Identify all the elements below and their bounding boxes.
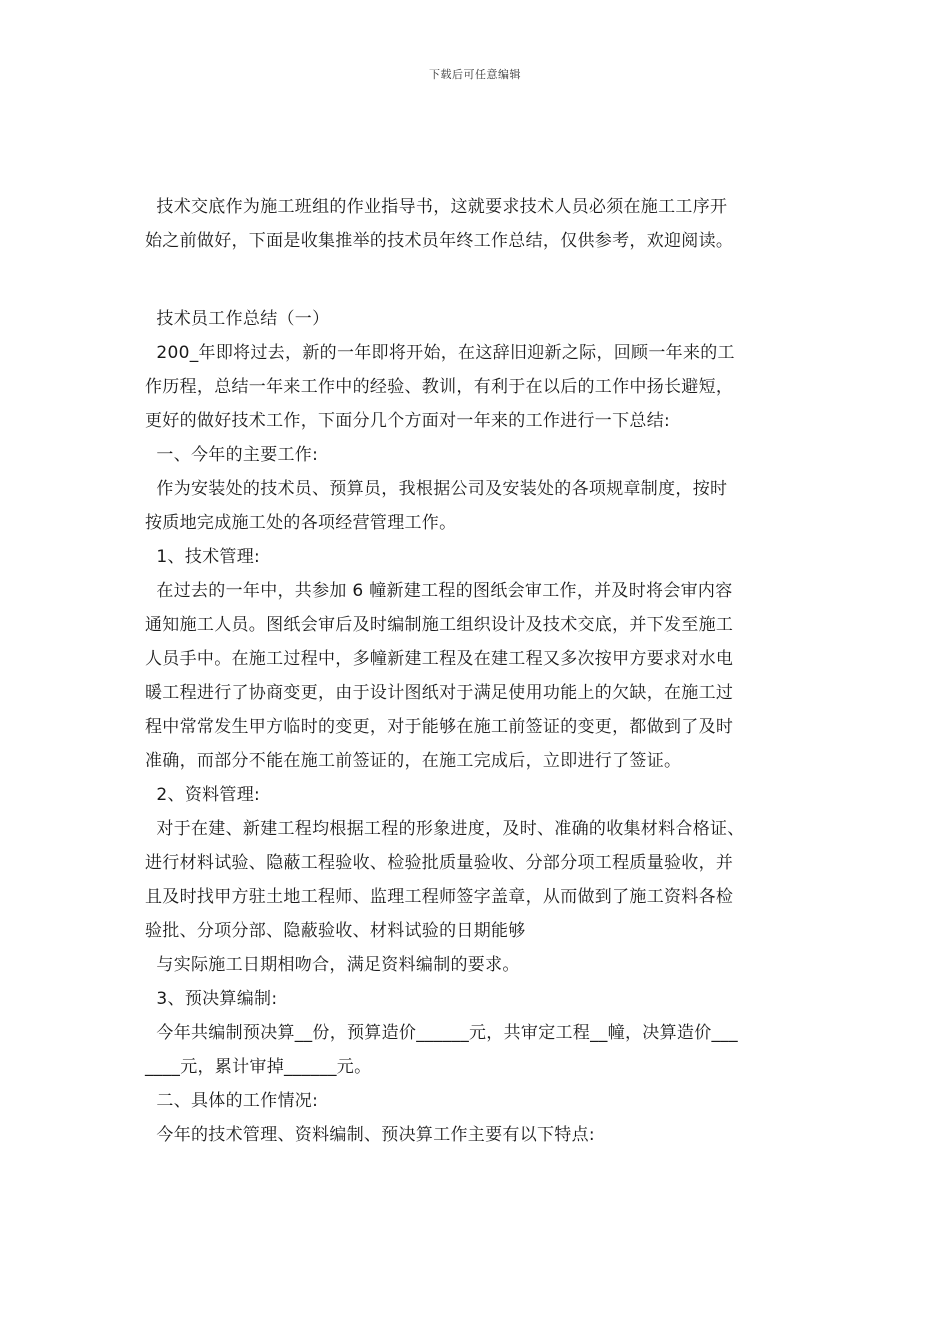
body-line: 今年共编制预决算__份，预算造价______元，共审定工程__幢，决算造价___ — [145, 1023, 738, 1043]
body-line: 人员手中。在施工过程中，多幢新建工程及在建工程又多次按甲方要求对水电 — [145, 649, 734, 669]
body-line: 一、今年的主要工作: — [145, 445, 319, 465]
body-line: ____元，累计审掉______元。 — [145, 1057, 372, 1077]
body-line: 准确，而部分不能在施工前签证的，在施工完成后，立即进行了签证。 — [145, 751, 682, 771]
body-line: 通知施工人员。图纸会审后及时编制施工组织设计及技术交底，并下发至施工 — [145, 615, 734, 635]
body-line: 作历程，总结一年来工作中的经验、教训，有利于在以后的工作中扬长避短， — [145, 377, 734, 397]
body-line: 程中常常发生甲方临时的变更，对于能够在施工前签证的变更，都做到了及时 — [145, 717, 734, 737]
body-line: 且及时找甲方驻土地工程师、监理工程师签字盖章，从而做到了施工资料各检 — [145, 887, 734, 907]
body-line: 二、具体的工作情况: — [145, 1091, 319, 1111]
body-line: 2、资料管理: — [145, 785, 261, 805]
document-body — [145, 190, 825, 1152]
body-line: 与实际施工日期相吻合，满足资料编制的要求。 — [145, 955, 520, 975]
body-paragraphs — [145, 336, 825, 1152]
body-line: 200_年即将过去，新的一年即将开始，在这辞旧迎新之际，回顾一年来的工 — [145, 343, 735, 363]
body-line: 更好的做好技术工作，下面分几个方面对一年来的工作进行一下总结: — [145, 411, 671, 431]
body-line: 对于在建、新建工程均根据工程的形象进度，及时、准确的收集材料合格证、 — [145, 819, 745, 839]
spacer — [145, 258, 825, 302]
body-line: 今年的技术管理、资料编制、预决算工作主要有以下特点: — [145, 1125, 595, 1145]
body-line: 1、技术管理: — [145, 547, 261, 567]
intro-line: 始之前做好，下面是收集推举的技术员年终工作总结，仅供参考，欢迎阅读。 — [145, 231, 734, 251]
body-line: 在过去的一年中，共参加 6 幢新建工程的图纸会审工作，并及时将会审内容 — [145, 581, 733, 601]
page-header: 下载后可任意编辑 — [429, 68, 521, 81]
body-line: 进行材料试验、隐蔽工程验收、检验批质量验收、分部分项工程质量验收，并 — [145, 853, 734, 873]
body-line: 作为安装处的技术员、预算员，我根据公司及安装处的各项规章制度，按时 — [145, 479, 728, 499]
intro-line: 技术交底作为施工班组的作业指导书，这就要求技术人员必须在施工工序开 — [145, 197, 728, 217]
body-line: 3、预决算编制: — [145, 989, 278, 1009]
body-line: 按质地完成施工处的各项经营管理工作。 — [145, 513, 457, 533]
body-line: 暖工程进行了协商变更，由于设计图纸对于满足使用功能上的欠缺，在施工过 — [145, 683, 734, 703]
section-title: 技术员工作总结（一） — [145, 309, 330, 329]
body-line: 验批、分项分部、隐蔽验收、材料试验的日期能够 — [145, 921, 526, 941]
